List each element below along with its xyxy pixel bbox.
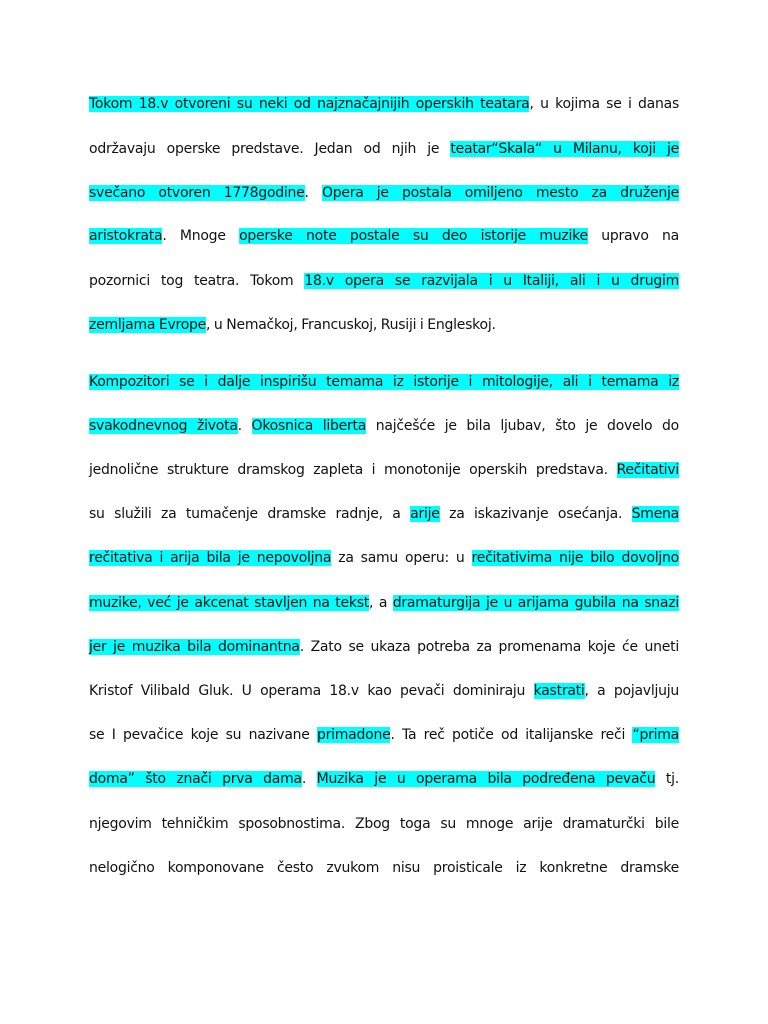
line-15-segment-2: primadone bbox=[317, 727, 391, 743]
line-17-segment-1: njegovim tehničkim sposobnostima. Zbog toga su mnoge arije dramaturčki bile bbox=[89, 816, 679, 832]
text-line-12 bbox=[89, 591, 679, 615]
line-14-segment-3: , a pojavljuju bbox=[584, 683, 679, 699]
line-7-segment-1: Kompozitori se i dalje inspirišu temama iz istorije i mitologije, ali i temama iz bbox=[89, 374, 679, 390]
line-13-segment-1: jer je muzika bila dominantna bbox=[89, 639, 300, 655]
line-4-segment-2: . Mnoge bbox=[162, 228, 240, 244]
line-12-segment-1: muzike, već je akcenat stavljen na tekst bbox=[89, 595, 370, 611]
line-9-segment-2: Rečitativi bbox=[616, 462, 679, 478]
text-line-5 bbox=[89, 269, 679, 293]
line-1-segment-1: Tokom 18.v otvoreni su neki od najznačajnijih operskih teatara bbox=[89, 96, 530, 112]
line-12-segment-2: , a bbox=[369, 595, 393, 611]
text-line-3 bbox=[89, 181, 679, 205]
line-6-segment-1: zemljama Evrope bbox=[89, 317, 207, 333]
line-2-segment-1: održavaju operske predstave. Jedan od njih je bbox=[89, 141, 451, 157]
line-10-segment-4: Smena bbox=[631, 506, 680, 522]
line-4-segment-1: aristokrata bbox=[89, 228, 163, 244]
line-2-segment-2: teatar“Skala“ u Milanu, koji je bbox=[450, 141, 679, 157]
text-line-18 bbox=[89, 856, 679, 880]
line-14-segment-1: Kristof Vilibald Gluk. U operama 18.v kao pevači dominiraju bbox=[89, 683, 534, 699]
line-15-segment-4: “prima bbox=[632, 727, 679, 743]
text-line-6 bbox=[89, 313, 679, 337]
line-12-segment-3: dramaturgija je u arijama gubila na snazi bbox=[392, 595, 679, 611]
text-line-14 bbox=[89, 679, 679, 703]
line-15-segment-1: se I pevačice koje su nazivane bbox=[89, 727, 318, 743]
line-11-segment-2: za samu operu: u bbox=[331, 550, 472, 566]
line-16-segment-4: tj. bbox=[655, 771, 680, 787]
line-11-segment-1: rečitativa i arija bila je nepovoljna bbox=[89, 550, 332, 566]
text-line-13 bbox=[89, 635, 679, 659]
line-5-segment-2: 18.v opera se razvijala i u Italiji, ali i u drugim bbox=[304, 273, 679, 289]
line-16-segment-2: . bbox=[301, 771, 317, 787]
line-10-segment-2: arije bbox=[410, 506, 440, 522]
text-line-16 bbox=[89, 767, 679, 791]
line-11-segment-3: rečitativima nije bilo dovoljno bbox=[471, 550, 679, 566]
line-6-segment-2: , u Nemačkoj, Francuskoj, Rusiji i Engleskoj. bbox=[206, 317, 496, 333]
text-line-17 bbox=[89, 812, 679, 836]
line-4-segment-3: operske note postale su deo istorije muzike bbox=[239, 228, 588, 244]
line-4-segment-4: upravo na bbox=[587, 228, 679, 244]
line-8-segment-3: Okosnica liberta bbox=[251, 418, 367, 434]
line-10-segment-1: su služili za tumačenje dramske radnje, a bbox=[89, 506, 411, 522]
line-3-segment-2: . bbox=[304, 185, 322, 201]
line-1-segment-2: , u kojima se i danas bbox=[529, 96, 679, 112]
text-line-7 bbox=[89, 370, 679, 394]
text-line-8 bbox=[89, 414, 679, 438]
text-line-10 bbox=[89, 502, 679, 526]
line-14-segment-2: kastrati bbox=[533, 683, 585, 699]
text-line-1 bbox=[89, 92, 679, 116]
line-10-segment-3: za iskazivanje osećanja. bbox=[439, 506, 632, 522]
line-8-segment-1: svakodnevnog života bbox=[89, 418, 238, 434]
text-line-11 bbox=[89, 546, 679, 570]
line-18-segment-1: nelogično komponovane često zvukom nisu proisticale iz konkretne dramske bbox=[89, 860, 679, 876]
line-8-segment-2: . bbox=[237, 418, 252, 434]
line-16-segment-1: doma” što znači prva dama bbox=[89, 771, 302, 787]
text-line-15 bbox=[89, 723, 679, 747]
line-5-segment-1: pozornici tog teatra. Tokom bbox=[89, 273, 305, 289]
text-line-4 bbox=[89, 224, 679, 248]
line-8-segment-4: najčešće je bila ljubav, što je dovelo do bbox=[366, 418, 679, 434]
text-line-2 bbox=[89, 137, 679, 161]
line-3-segment-1: svečano otvoren 1778godine bbox=[89, 185, 305, 201]
line-9-segment-1: jednolične strukture dramskog zapleta i monotonije operskih predstava. bbox=[89, 462, 617, 478]
line-3-segment-3: Opera je postala omiljeno mesto za druženje bbox=[321, 185, 679, 201]
line-15-segment-3: . Ta reč potiče od italijanske reči bbox=[390, 727, 633, 743]
line-16-segment-3: Muzika je u operama bila podređena pevaču bbox=[316, 771, 656, 787]
line-13-segment-2: . Zato se ukaza potreba za promenama koje će uneti bbox=[299, 639, 679, 655]
text-line-9 bbox=[89, 458, 679, 482]
